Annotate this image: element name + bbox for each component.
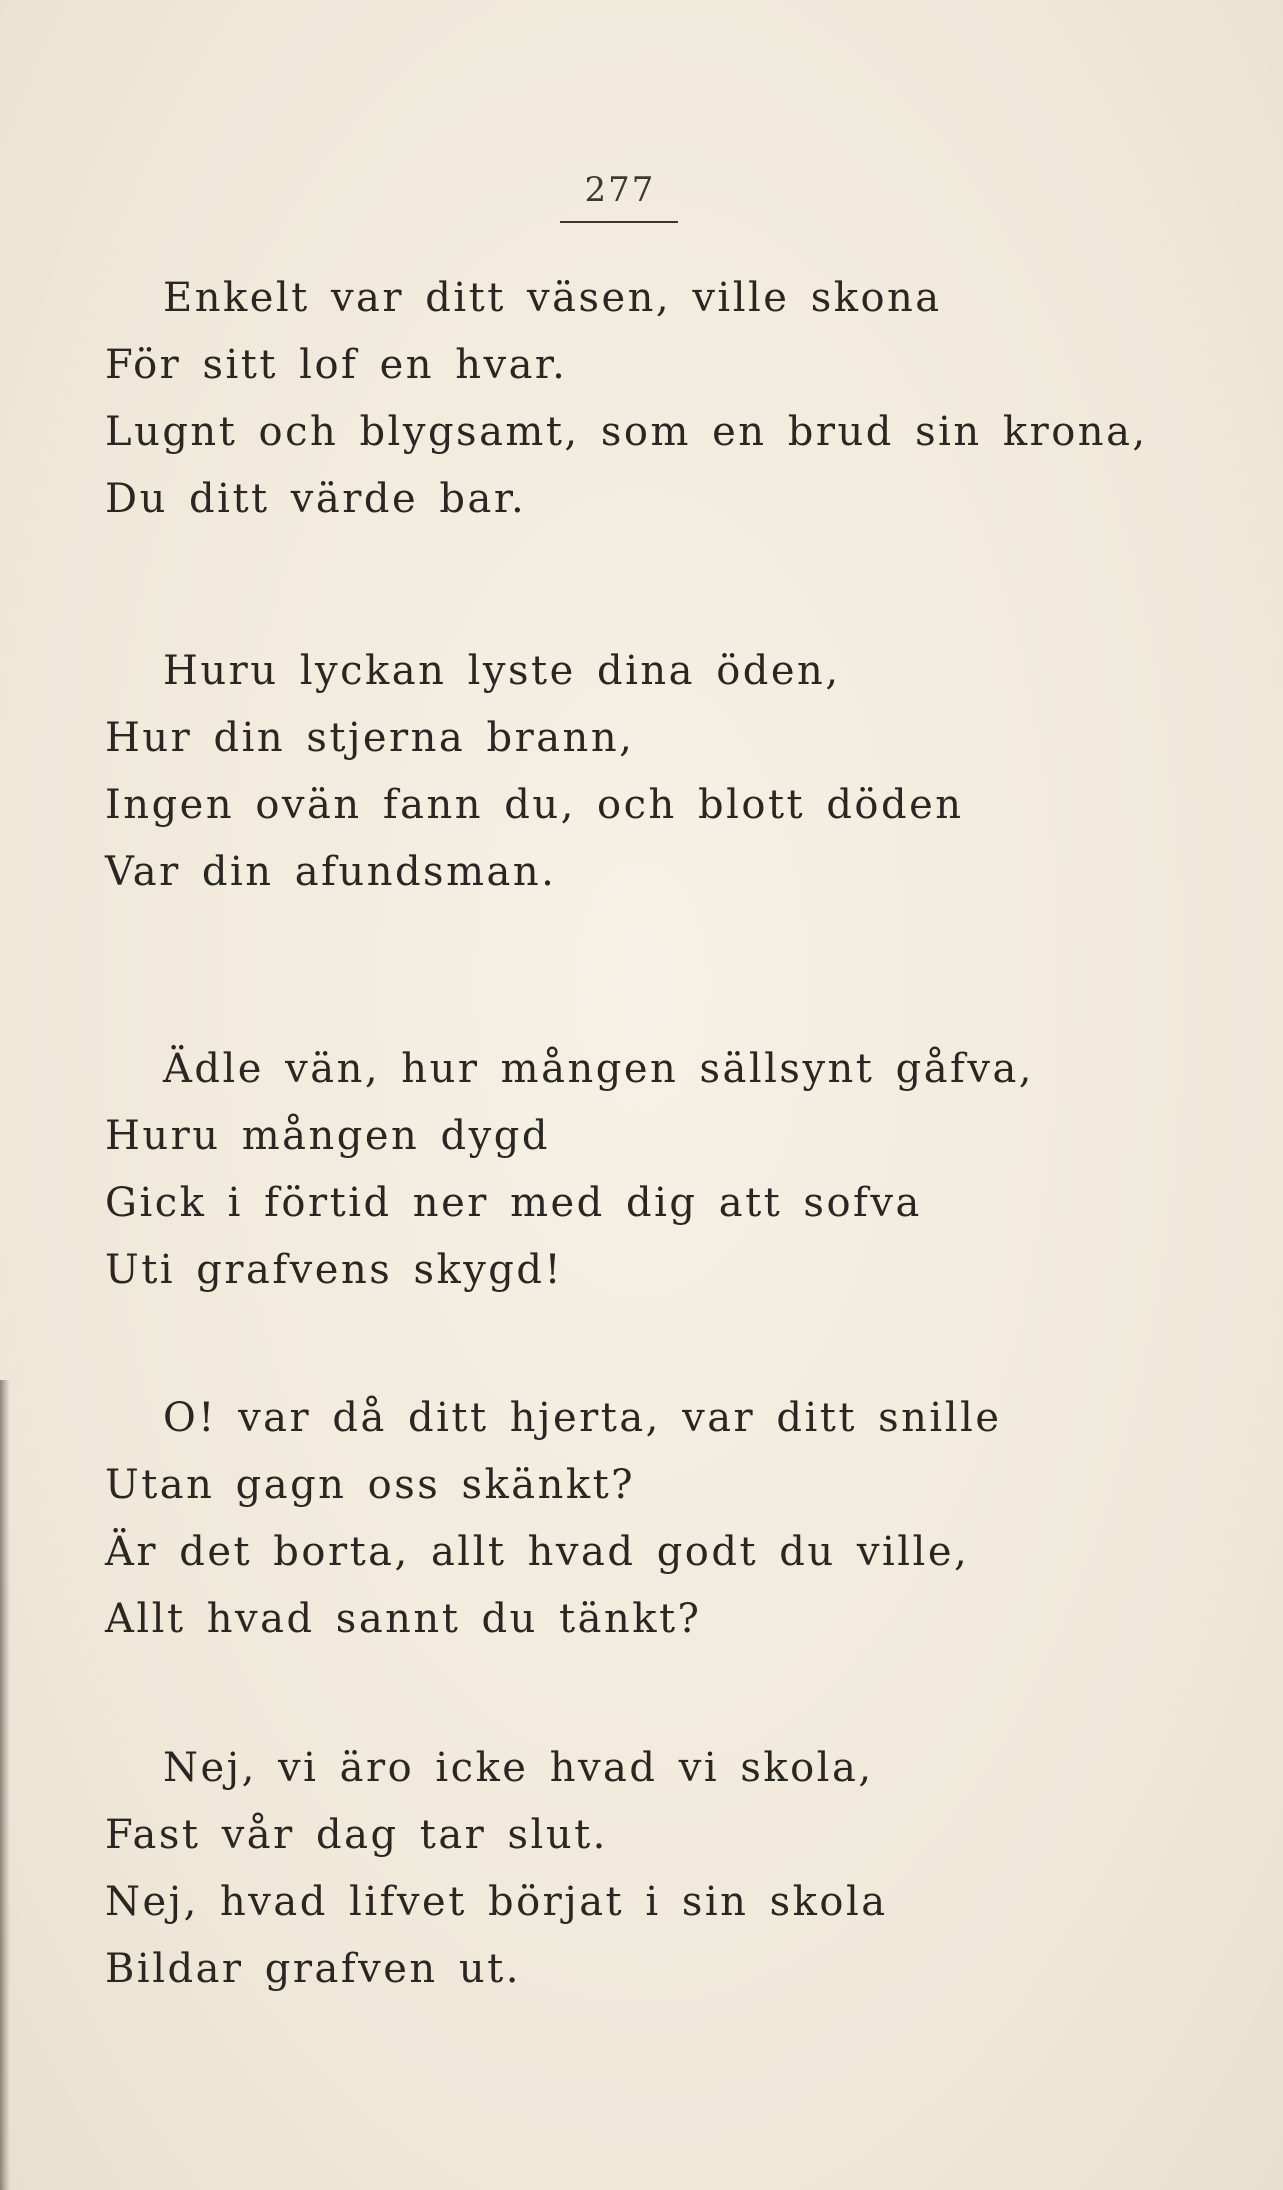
stanza-4 <box>105 1385 1205 1653</box>
verse-line: Gick i förtid ner med dig att sofva <box>105 1180 922 1226</box>
stanza-2 <box>105 638 1205 906</box>
verse-line: Nej, vi äro icke hvad vi skola, <box>163 1745 874 1791</box>
stanza-3 <box>105 1036 1205 1304</box>
stanza-1 <box>105 265 1205 533</box>
verse-line: Bildar grafven ut. <box>105 1946 521 1992</box>
verse-line: O! var då ditt hjerta, var ditt snille <box>163 1395 1002 1441</box>
verse-line: Var din afundsman. <box>105 849 557 895</box>
page-number-rule <box>560 221 678 223</box>
verse-line: Allt hvad sannt du tänkt? <box>105 1596 702 1642</box>
verse-line: Du ditt värde bar. <box>105 476 527 522</box>
verse-line: Hur din stjerna brann, <box>105 715 635 761</box>
verse-line: Utan gagn oss skänkt? <box>105 1462 636 1508</box>
stanza-5 <box>105 1735 1205 2003</box>
verse-line: Nej, hvad lifvet börjat i sin skola <box>105 1879 888 1925</box>
verse-line: Ingen ovän fann du, och blott döden <box>105 782 964 828</box>
page-number: 277 <box>584 170 656 210</box>
verse-line: Huru lyckan lyste dina öden, <box>163 648 841 694</box>
verse-line: Är det borta, allt hvad godt du ville, <box>105 1529 970 1575</box>
page-binding-edge <box>0 1380 10 2190</box>
verse-line: Huru mången dygd <box>105 1113 550 1159</box>
verse-line: Ädle vän, hur mången sällsynt gåfva, <box>163 1046 1035 1092</box>
verse-line: Lugnt och blygsamt, som en brud sin krona, <box>105 409 1148 455</box>
verse-line: Fast vår dag tar slut. <box>105 1812 608 1858</box>
verse-line: Uti grafvens skygd! <box>105 1247 564 1293</box>
verse-line: Enkelt var ditt väsen, ville skona <box>163 275 942 321</box>
verse-line: För sitt lof en hvar. <box>105 342 568 388</box>
